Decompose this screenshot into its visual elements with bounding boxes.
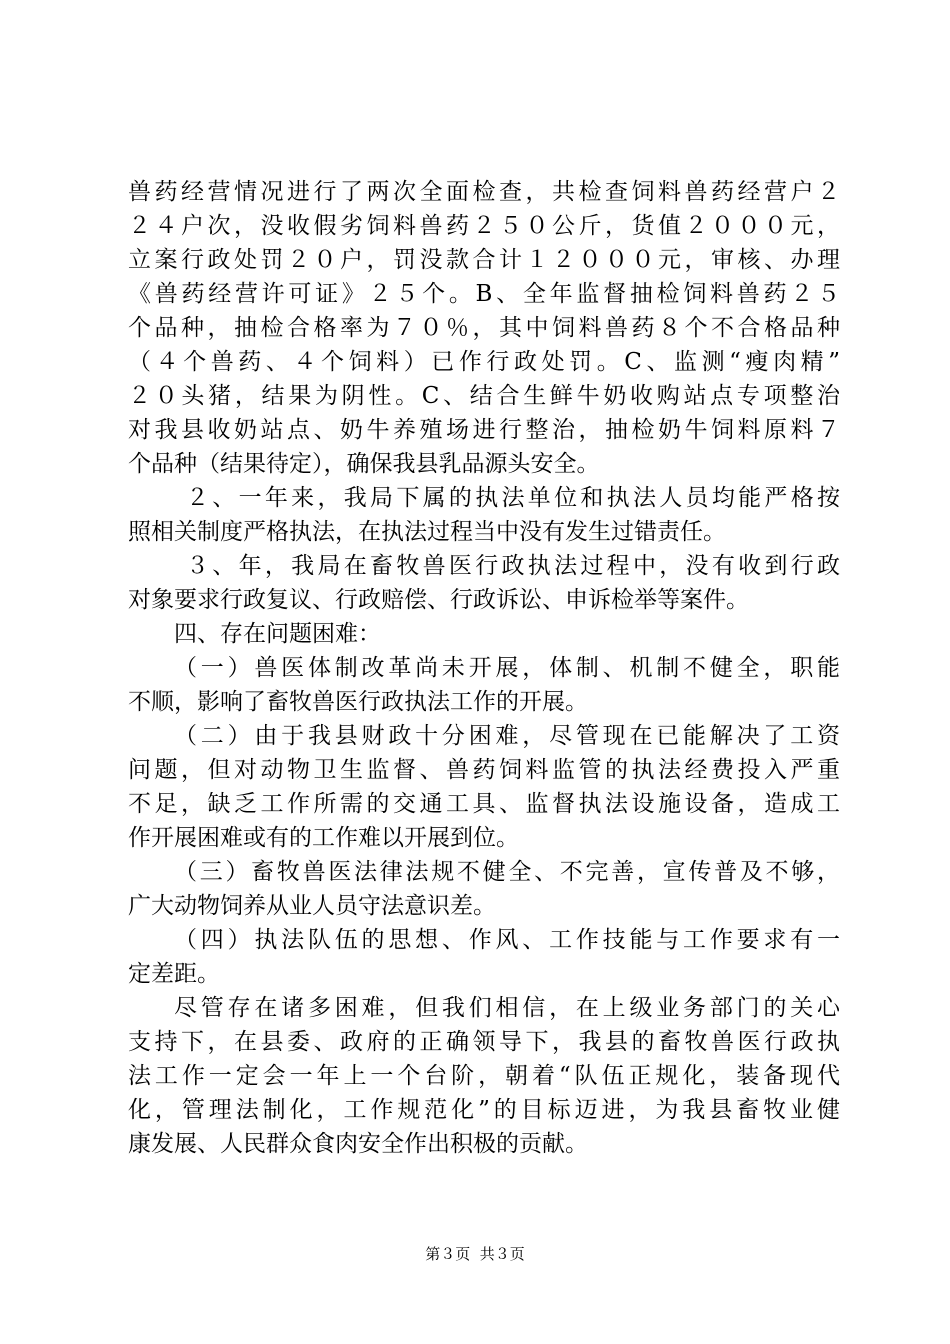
text-line: ２０头猪，结果为阴性。C、结合生鲜牛奶收购站点专项整治: [128, 383, 840, 409]
text-line: （四）执法队伍的思想、作风、工作技能与工作要求有一: [174, 927, 840, 953]
text-line: 《兽药经营许可证》２５个。B、全年监督抽检饲料兽药２５: [128, 281, 840, 307]
text-line: 广大动物饲养从业人员守法意识差。: [128, 893, 496, 919]
text-line: 兽药经营情况进行了两次全面检查，共检查饲料兽药经营户２: [128, 179, 840, 205]
paragraph-problem-3: [128, 855, 840, 923]
text-line: （三）畜牧兽医法律法规不健全、不完善，宣传普及不够，: [174, 859, 840, 885]
text-line: 作开展困难或有的工作难以开展到位。: [128, 825, 519, 851]
text-line: 个品种（结果待定），确保我县乳品源头安全。: [128, 451, 600, 477]
paragraph-item-3: [128, 549, 840, 617]
text-line: ３、年，我局在畜牧兽医行政执法过程中，没有收到行政: [186, 553, 840, 579]
text-line: 立案行政处罚２０户，罚没款合计１２０００元，审核、办理: [128, 247, 840, 273]
text-line: 定差距。: [128, 961, 220, 987]
paragraph-inspection-results: [128, 175, 840, 481]
document-body: [128, 175, 840, 1161]
text-line: （４个兽药、４个饲料）已作行政处罚。C、监测“瘦肉精”: [128, 349, 840, 375]
paragraph-problem-1: [128, 651, 840, 719]
text-line: 问题，但对动物卫生监督、兽药饲料监管的执法经费投入严重: [128, 757, 840, 783]
text-line: ２４户次，没收假劣饲料兽药２５０公斤，货值２０００元，: [128, 213, 840, 239]
paragraph-item-2: [128, 481, 840, 549]
text-line: 对象要求行政复议、行政赔偿、行政诉讼、申诉检举等案件。: [128, 587, 749, 613]
text-line: 法工作一定会一年上一个台阶，朝着“队伍正规化，装备现代: [128, 1063, 840, 1089]
text-line: 对我县收奶站点、奶牛养殖场进行整治，抽检奶牛饲料原料７: [128, 417, 840, 443]
paragraph-conclusion: [128, 991, 840, 1161]
text-line: 康发展、人民群众食肉安全作出积极的贡献。: [128, 1131, 588, 1157]
text-line: 尽管存在诸多困难，但我们相信，在上级业务部门的关心: [174, 995, 840, 1021]
text-line: ２、一年来，我局下属的执法单位和执法人员均能严格按: [186, 485, 840, 511]
text-line: （一）兽医体制改革尚未开展，体制、机制不健全，职能: [174, 655, 840, 681]
paragraph-problem-4: [128, 923, 840, 991]
section-heading: 四、存在问题困难：: [174, 621, 381, 647]
section-heading-problems: [128, 617, 840, 651]
text-line: 个品种，抽检合格率为７０％，其中饲料兽药８个不合格品种: [128, 315, 840, 341]
page-number-footer: 第３页 共３页: [425, 1245, 525, 1263]
text-line: 照相关制度严格执法，在执法过程当中没有发生过错责任。: [128, 519, 726, 545]
text-line: 化，管理法制化，工作规范化”的目标迈进，为我县畜牧业健: [128, 1097, 840, 1123]
text-line: （二）由于我县财政十分困难，尽管现在已能解决了工资: [174, 723, 840, 749]
text-line: 不顺，影响了畜牧兽医行政执法工作的开展。: [128, 689, 588, 715]
text-line: 支持下，在县委、政府的正确领导下，我县的畜牧兽医行政执: [128, 1029, 840, 1055]
paragraph-problem-2: [128, 719, 840, 855]
text-line: 不足，缺乏工作所需的交通工具、监督执法设施设备，造成工: [128, 791, 840, 817]
